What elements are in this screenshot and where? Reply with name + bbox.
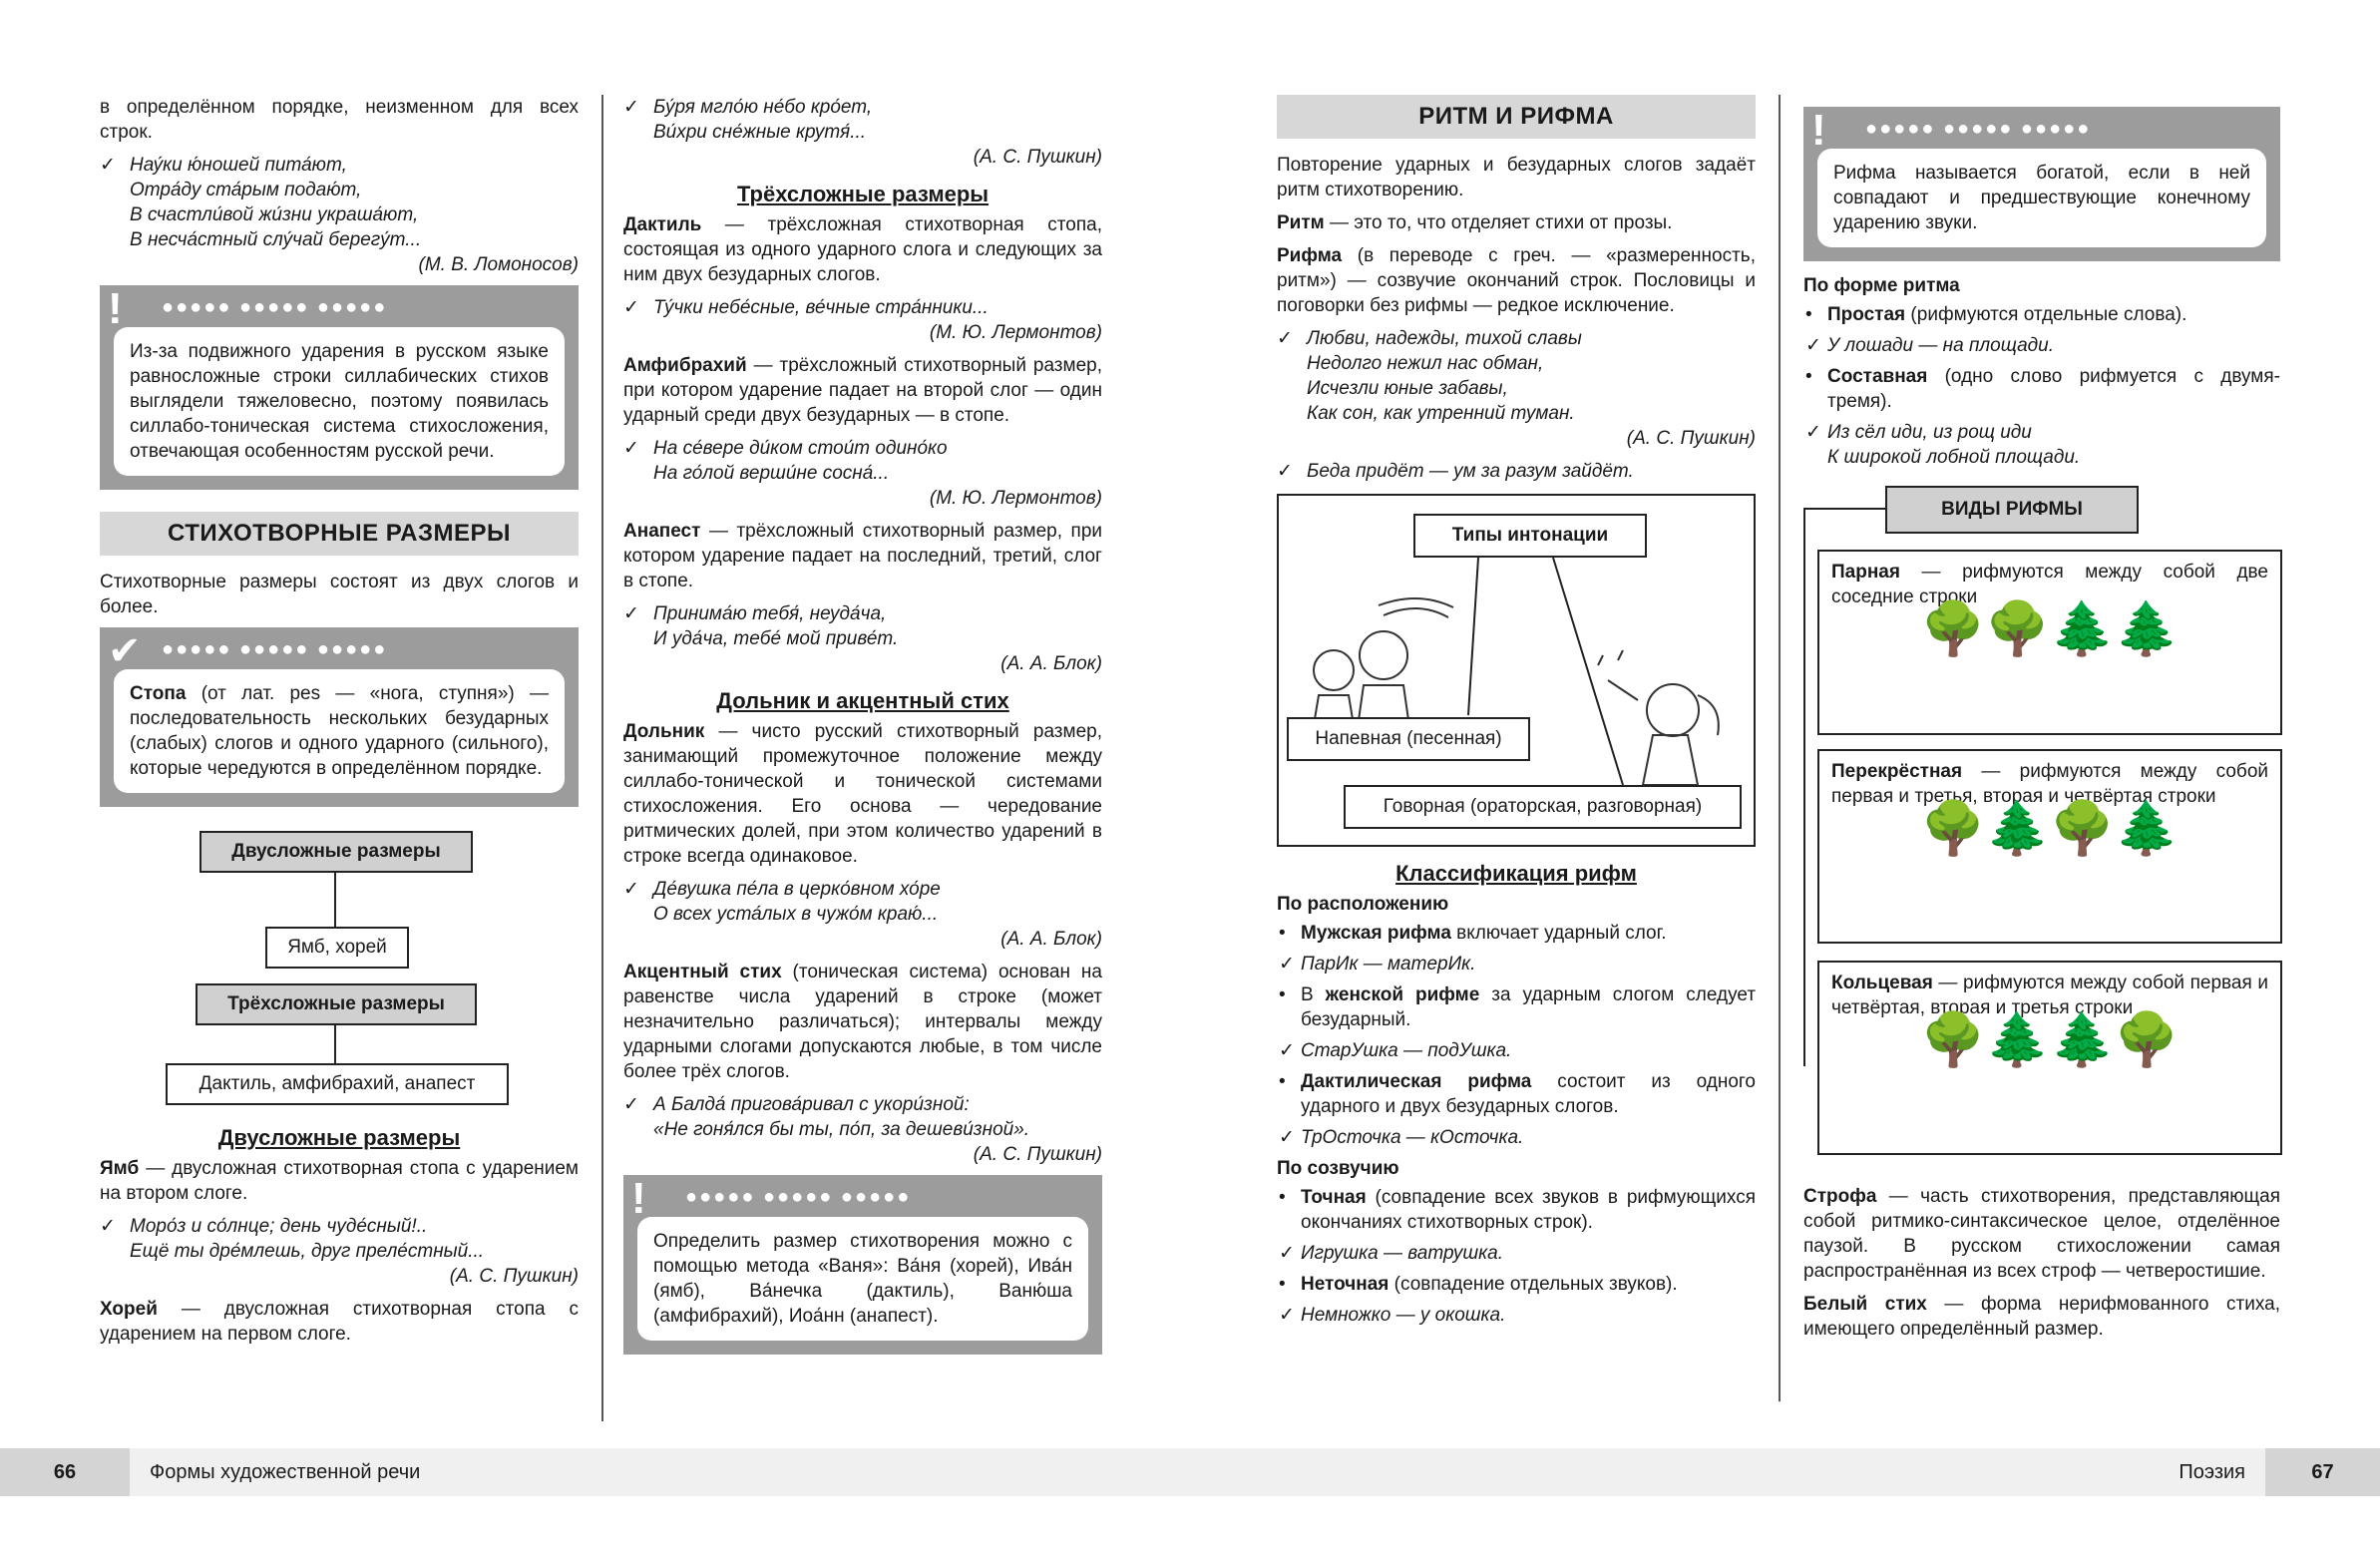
check-icon: ✓	[1277, 328, 1293, 349]
poem-author: (А. С. Пушкин)	[973, 147, 1102, 168]
poem-example	[623, 601, 1102, 676]
subheading: Трёхсложные размеры	[736, 182, 990, 206]
term: Кольцевая	[1831, 973, 1933, 993]
definition: — рифмуются между собой первая и четвёртая, вторая и третья строки	[1831, 973, 2268, 1018]
check-icon: ✓	[1277, 461, 1293, 482]
note-box	[1803, 107, 2280, 261]
check-icon: ✓	[100, 155, 116, 176]
column-4	[1803, 95, 2280, 1350]
arrow-icon	[334, 871, 336, 927]
list-item	[1277, 1303, 1756, 1328]
poem-author: (А. С. Пушкин)	[973, 1144, 1102, 1165]
list-item	[1803, 333, 2280, 358]
poem-example	[623, 436, 1102, 511]
running-title-right: Поэзия	[2179, 1461, 2245, 1483]
poem-author: (М. Ю. Лермонтов)	[929, 488, 1102, 509]
group-heading: По форме ритма	[1803, 275, 1960, 296]
poem-line: Ви́хри сне́жные крутя́...	[653, 122, 867, 143]
check-icon: ✓	[1279, 954, 1295, 975]
example: Игрушка — ватрушка.	[1301, 1243, 1503, 1264]
dots-decoration-icon: ●●●●● ●●●●● ●●●●●	[162, 638, 388, 660]
example: К широкой лобной площади.	[1827, 447, 2081, 468]
list-item	[1277, 952, 1756, 976]
check-icon: ✓	[1279, 1040, 1295, 1061]
rhyme-types-diagram	[1803, 486, 2280, 1184]
form-list	[1803, 302, 2280, 470]
poem-author: (М. Ю. Лермонтов)	[929, 322, 1102, 343]
list-item	[1803, 302, 2280, 327]
definition: (в переводе с греч. — «размеренность, ритм») — созвучие окончаний строк. Пословицы и поговорки без рифмы — редкое исключение.	[1277, 245, 1756, 316]
poem-author: (А. А. Блок)	[1000, 929, 1102, 950]
term: Перекрёстная	[1831, 761, 1963, 782]
diagram-box: Напевная (песенная)	[1287, 717, 1530, 761]
term: Дольник	[623, 721, 705, 742]
term: Ритм	[1277, 212, 1325, 233]
poem-line: А Балда́ пригова́ривал с укори́зной:	[653, 1094, 970, 1115]
definition-text	[1803, 1184, 2280, 1284]
definition: — часть стихотворения, представляющая собой ритмико-синтаксическое целое, отделённое паузой. В русском стихосложении самая распространённая из всех строф — четверостишие.	[1803, 1186, 2280, 1282]
poem-line: Бу́ря мгло́ю не́бо кро́ет,	[653, 97, 873, 118]
check-icon: ✓	[623, 603, 639, 624]
term: Амфибрахий	[623, 355, 747, 376]
trees-icon: 🌳🌲🌳🌲	[1920, 800, 2180, 858]
trees-icon: 🌳🌲🌲🌳	[1920, 1011, 2180, 1069]
subheading: Классификация рифм	[1395, 861, 1637, 886]
bullet-icon: •	[1805, 304, 1812, 325]
list-item	[1277, 982, 1756, 1032]
list-item	[1277, 1069, 1756, 1119]
exclamation-icon: !	[1811, 106, 1826, 155]
bullet-icon: •	[1805, 366, 1812, 387]
section-heading: СТИХОТВОРНЫЕ РАЗМЕРЫ	[100, 512, 579, 556]
poem-line: На се́вере ди́ком стои́т одино́ко	[653, 438, 948, 459]
poem-example	[1277, 326, 1756, 451]
term: женской рифме	[1325, 984, 1480, 1005]
page-number-right: 67	[2265, 1448, 2380, 1496]
check-icon: ✓	[623, 438, 639, 459]
list-item	[1277, 1185, 1756, 1235]
prefix: В	[1301, 984, 1326, 1005]
arrow-icon	[334, 1023, 336, 1063]
definition-text	[100, 1297, 579, 1347]
poem-example	[623, 95, 1102, 170]
check-icon: ✓	[1805, 335, 1821, 356]
definition: (тоническая система) основан на равенстве числа ударений в строке (может незначительно различаться); интервалы между ударными слогами допускаются любые, в том числе более трёх слогов.	[623, 962, 1102, 1082]
dots-decoration-icon: ●●●●● ●●●●● ●●●●●	[1865, 118, 2092, 140]
example: ТрОсточка — кОсточка.	[1301, 1127, 1524, 1148]
definition-text	[623, 960, 1102, 1084]
definition: включает ударный слог.	[1450, 923, 1667, 944]
definition-text	[623, 212, 1102, 287]
poem-example	[100, 1214, 579, 1289]
section-heading: РИТМ И РИФМА	[1277, 95, 1756, 139]
list-item	[1277, 1241, 1756, 1266]
bullet-icon: •	[1279, 1187, 1286, 1208]
definition: — двусложная стихотворная стопа с ударением на втором слоге.	[100, 1158, 579, 1204]
term: Акцентный стих	[623, 962, 782, 982]
position-list	[1277, 921, 1756, 1150]
example: Немножко — у окошка.	[1301, 1305, 1506, 1326]
term: Рифма	[1277, 245, 1343, 266]
list-item	[1277, 921, 1756, 946]
list-item	[1803, 420, 2280, 470]
check-icon: ✓	[1279, 1243, 1295, 1264]
diagram-title: Типы интонации	[1413, 514, 1647, 558]
dots-decoration-icon: ●●●●● ●●●●● ●●●●●	[162, 296, 388, 318]
rhyme-type-box	[1817, 749, 2282, 944]
definition: — рифмуются между собой первая и третья, вторая и четвёртая строки	[1831, 761, 2268, 807]
page-number-left: 66	[0, 1448, 130, 1496]
definition: — двусложная стихотворная стопа с ударением на первом слоге.	[100, 1299, 579, 1345]
check-icon: ✓	[623, 1094, 639, 1115]
definition: — это то, что отделяет стихи от прозы.	[1324, 212, 1673, 233]
types-heading: ВИДЫ РИФМЫ	[1885, 486, 2139, 534]
definition-text	[114, 669, 565, 793]
poem-author: (М. В. Ломоносов)	[418, 254, 579, 275]
connector-line	[1803, 508, 1885, 510]
definition: — трёхсложная стихотворная стопа, состоящая из одного ударного слога и следующих за ним двух безударных слогов.	[623, 214, 1102, 285]
rhyme-type-box	[1817, 961, 2282, 1155]
definition-text	[100, 1156, 579, 1206]
check-icon: ✓	[623, 297, 639, 318]
bullet-icon: •	[1279, 1071, 1286, 1092]
column-divider	[1779, 95, 1781, 1401]
column-3	[1277, 95, 1756, 1334]
definition: — форма нерифмованного стиха, имеющего определённый размер.	[1803, 1294, 2280, 1340]
term: Строфа	[1803, 1186, 1877, 1207]
subheading: Дольник и акцентный стих	[716, 688, 1009, 713]
definition: — трёхсложный стихотворный размер, при котором ударение падает на второй слог — один ударный среди двух безударных — в стопе.	[623, 355, 1102, 426]
definition: (совпадение всех звуков в рифмующихся окончаниях стихотворных строк).	[1301, 1187, 1756, 1233]
term: Парная	[1831, 562, 1900, 583]
sound-list	[1277, 1185, 1756, 1328]
example: У лошади — на площади.	[1827, 335, 2055, 356]
definition: — трёхсложный стихотворный размер, при котором ударение падает на последний, третий, слог в стопе.	[623, 521, 1102, 591]
term: Ямб	[100, 1158, 140, 1179]
poem-line: Исчезли юные забавы,	[1307, 378, 1508, 399]
checkmark-icon: ✔	[108, 629, 142, 673]
term: Хорей	[100, 1299, 158, 1320]
term: Анапест	[623, 521, 701, 542]
term: Стопа	[130, 683, 187, 704]
check-icon: ✓	[1805, 422, 1821, 443]
poem-line: Ту́чки небе́сные, ве́чные стра́нники...	[653, 297, 989, 318]
subheading: Двусложные размеры	[217, 1125, 461, 1150]
term: Составная	[1827, 366, 1928, 387]
poem-line: Нау́ки ю́ношей пита́ют,	[130, 155, 347, 176]
intro-text: в определённом порядке, неизменном для всех строк.	[100, 97, 579, 143]
definition-text	[1277, 243, 1756, 318]
poem-line: Ещё ты дре́млешь, друг преле́стный...	[130, 1241, 485, 1262]
poem-line: В несча́стный слу́чай берегу́т...	[130, 229, 422, 250]
bullet-icon: •	[1279, 1274, 1286, 1295]
note-box	[623, 1175, 1102, 1355]
note-text: Из-за подвижного ударения в русском языке равносложные строки силлабических стихов выглядели тяжеловесно, поэтому появилась силлабо-тоническая система стихосложения, отвечающая особенностям русской речи.	[114, 327, 565, 476]
intro-text: Стихотворные размеры состоят из двух слогов и более.	[100, 572, 579, 617]
example: Из сёл иди, из рощ иди	[1827, 422, 2032, 443]
definition: состоит из одного ударного и двух безударных слогов.	[1301, 1071, 1756, 1117]
intonation-diagram	[1277, 494, 1756, 847]
diagram-box: Трёхсложные размеры	[196, 983, 477, 1025]
poem-example	[623, 295, 1102, 345]
list-item	[1803, 364, 2280, 414]
definition: — чисто русский стихотворный размер, занимающий промежуточное положение между силлабо-тонической и тонической системами стихосложения. Его основа — чередование ритмических долей, при этом количество ударений в строке всегда одинаковое.	[623, 721, 1102, 867]
note-text: Рифма называется богатой, если в ней совпадают и предшествующие конечному ударению звуки.	[1817, 149, 2266, 247]
poem-example	[623, 877, 1102, 952]
poem-line: Любви, надежды, тихой славы	[1307, 328, 1582, 349]
dots-decoration-icon: ●●●●● ●●●●● ●●●●●	[685, 1186, 912, 1208]
note-text: Определить размер стихотворения можно с помощью метода «Ваня»: Ва́ня (хорей), Ива́н (ямб), Ва́нечка (дактиль), Ваню́ша (амфибрахий), Иоа́нн (анапест).	[637, 1217, 1088, 1341]
example: СтарУшка — подУшка.	[1301, 1040, 1512, 1061]
definition-text	[1277, 210, 1756, 235]
poem-example	[100, 153, 579, 277]
sizes-diagram	[100, 819, 579, 1103]
definition: (совпадение отдельных звуков).	[1388, 1274, 1678, 1295]
check-icon: ✓	[100, 1216, 116, 1237]
definition: — рифмуются между собой две соседние строки	[1831, 562, 2268, 607]
poem-line: Как сон, как утренний туман.	[1307, 403, 1575, 424]
running-title-left: Формы художественной речи	[150, 1461, 421, 1483]
trees-icon: 🌳🌳🌲🌲	[1920, 600, 2180, 658]
note-box	[100, 285, 579, 490]
list-item	[1277, 1038, 1756, 1063]
term: Мужская рифма	[1301, 923, 1451, 944]
paragraph: Повторение ударных и безударных слогов задаёт ритм стихотворению.	[1277, 155, 1756, 200]
poem-line: Отра́ду ста́рым подаю́т,	[130, 180, 362, 200]
diagram-box: Говорная (ораторская, разговорная)	[1344, 785, 1742, 829]
connector-line	[1803, 508, 1805, 1066]
definition-text	[623, 519, 1102, 593]
check-icon: ✓	[1279, 1127, 1295, 1148]
term: Простая	[1827, 304, 1906, 325]
list-item	[1277, 1125, 1756, 1150]
definition-text	[1803, 1292, 2280, 1342]
list-item	[1277, 1272, 1756, 1297]
poem-author: (А. С. Пушкин)	[1626, 428, 1756, 449]
poem-line: Принима́ю тебя́, неуда́ча,	[653, 603, 887, 624]
definition-text	[623, 353, 1102, 428]
poem-line: В счастли́вой жи́зни украша́ют,	[130, 204, 419, 225]
poem-line: И уда́ча, тебе́ мой приве́т.	[653, 628, 899, 649]
column-1	[100, 95, 579, 1355]
check-icon: ✓	[1279, 1305, 1295, 1326]
term: Белый стих	[1803, 1294, 1927, 1315]
check-icon: ✓	[623, 879, 639, 900]
poem-line: Де́вушка пе́ла в церко́вном хо́ре	[653, 879, 941, 900]
poem-line: «Не гоня́лся бы ты, по́п, за дешеви́зной».	[653, 1119, 1030, 1140]
poem-line: Недолго нежил нас обман,	[1307, 353, 1544, 374]
group-heading: По расположению	[1277, 894, 1449, 915]
poem-author: (А. А. Блок)	[1000, 653, 1102, 674]
group-heading: По созвучию	[1277, 1158, 1399, 1179]
definition: (рифмуются отдельные слова).	[1905, 304, 2187, 325]
poem-line: О всех уста́лых в чужо́м краю́...	[653, 904, 939, 925]
diagram-box: Ямб, хорей	[265, 927, 409, 969]
column-divider	[601, 95, 603, 1421]
exclamation-icon: !	[631, 1174, 646, 1223]
diagram-box: Дактиль, амфибрахий, анапест	[166, 1063, 509, 1105]
term: Дактилическая рифма	[1301, 1071, 1532, 1092]
definition: (одно слово рифмуется с двумя-тремя).	[1827, 366, 2280, 412]
poem-line: Моро́з и со́лнце; день чуде́сный!..	[130, 1216, 428, 1237]
exclamation-icon: !	[108, 284, 123, 333]
term: Дактиль	[623, 214, 702, 235]
definition-box	[100, 627, 579, 807]
definition-text	[623, 719, 1102, 869]
poem-author: (А. С. Пушкин)	[449, 1266, 579, 1287]
term: Точная	[1301, 1187, 1367, 1208]
term: Неточная	[1301, 1274, 1389, 1295]
column-2	[623, 95, 1102, 1366]
bullet-icon: •	[1279, 923, 1286, 944]
example: ПарИк — матерИк.	[1301, 954, 1476, 975]
definition: за ударным слогом следует безударный.	[1301, 984, 1757, 1030]
poem-line: Беда придёт — ум за разум зайдёт.	[1307, 461, 1634, 482]
poem-example	[1277, 459, 1756, 484]
diagram-box: Двусложные размеры	[199, 831, 473, 873]
poem-example	[623, 1092, 1102, 1167]
rhyme-type-box	[1817, 550, 2282, 735]
check-icon: ✓	[623, 97, 639, 118]
bullet-icon: •	[1279, 984, 1286, 1005]
poem-line: На го́лой верши́не сосна́...	[653, 463, 890, 484]
definition: (от лат. pes — «нога, ступня») — последовательность нескольких безударных (слабых) слогов и одного ударного (сильного), которые чередуются в определённом порядке.	[130, 683, 549, 779]
